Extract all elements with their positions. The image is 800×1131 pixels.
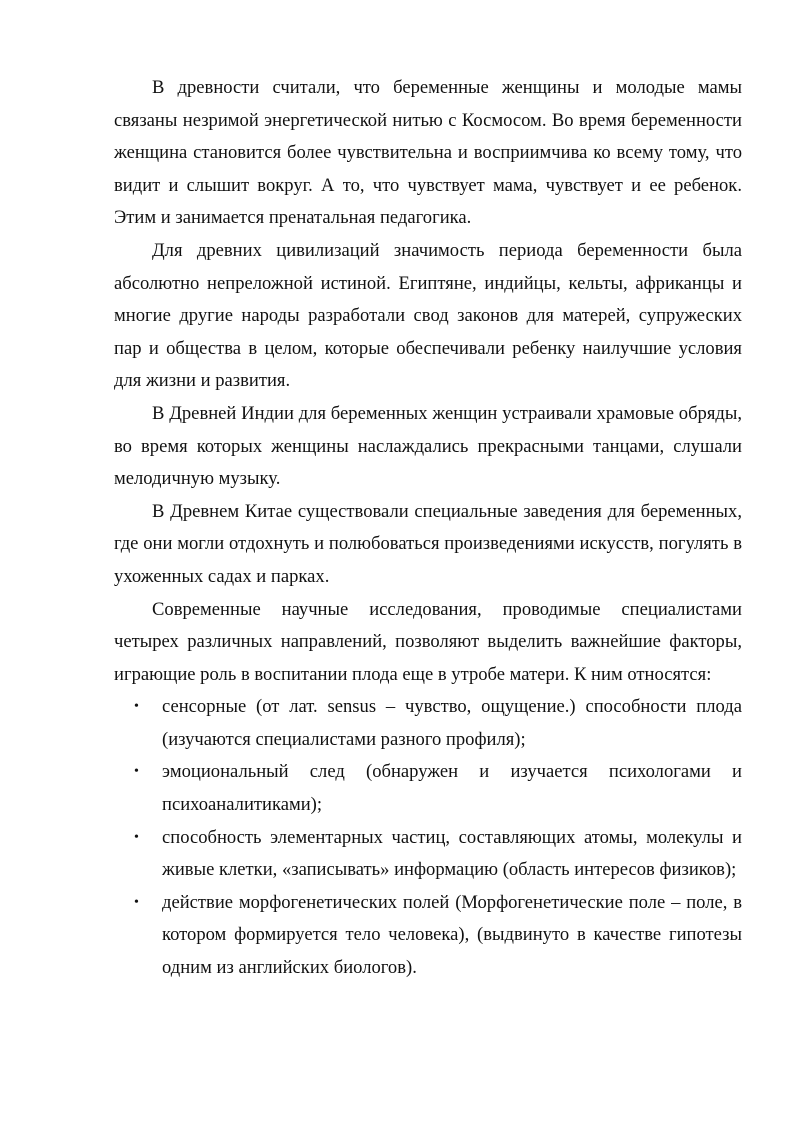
paragraph-ancient-india: В Древней Индии для беременных женщин устраивали храмовые обряды, во время которых женщины наслаждались прекрасными танцами, слушали мелодичную музыку.: [114, 402, 742, 490]
bullet-icon: •: [134, 699, 139, 715]
bullet-icon: •: [134, 764, 139, 780]
list-item-text: сенсорные (от лат. sensus – чувство, ощущение.) способности плода (изучаются специалистами разного профиля);: [162, 696, 742, 750]
paragraph-ancient-china: В Древнем Китае существовали специальные заведения для беременных, где они могли отдохнуть и полюбоваться произведениями искусств, погулять в ухоженных садах и парках.: [114, 500, 742, 587]
paragraph-ancient-civilizations: Для древних цивилизаций значимость периода беременности была абсолютно непреложной истиной. Египтяне, индийцы, кельты, африканцы и многие другие народы разработали свод законов для матерей, супружеских пар и общества в целом, которые обеспечивали ребенку наилучшие условия для жизни и развития.: [114, 239, 742, 392]
paragraph-antiquity: В древности считали, что беременные женщины и молодые мамы связаны незримой энергетической нитью с Космосом. Во время беременности женщина становится более чувствительна и восприимчива ко всему тому, что видит и слышит вокруг. А то, что чувствует мама, чувствует и ее ребенок. Этим и занимается пренатальная педагогика.: [114, 77, 742, 229]
list-item: [114, 691, 742, 756]
list-item-text: эмоциональный след (обнаружен и изучается психологами и психоаналитиками);: [162, 761, 742, 816]
list-item: [114, 822, 742, 887]
bullet-icon: •: [134, 829, 139, 845]
list-item-text: способность элементарных частиц, составляющих атомы, молекулы и живые клетки, «записывать» информацию (область интересов физиков);: [162, 826, 742, 881]
list-item: [114, 887, 742, 985]
paragraph-modern-research: Современные научные исследования, проводимые специалистами четырех различных направлений, позволяют выделить важнейшие факторы, играющие роль в воспитании плода еще в утробе матери. К ним относятся:: [114, 598, 742, 685]
document-page: [114, 72, 742, 985]
list-item-text: действие морфогенетических полей (Морфогенетические поле – поле, в котором формируется тело человека), (выдвинуто в качестве гипотезы одним из английских биологов).: [162, 891, 742, 979]
bullet-icon: •: [134, 894, 139, 910]
factors-list: [114, 691, 742, 984]
list-item: [114, 756, 742, 821]
